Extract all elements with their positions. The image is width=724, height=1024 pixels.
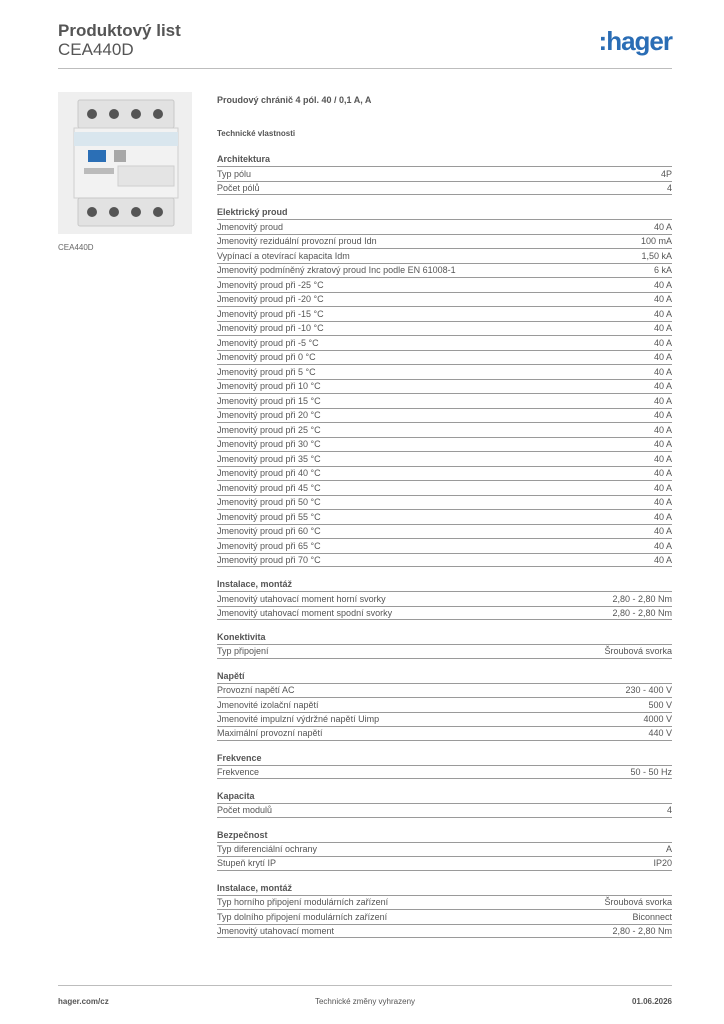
spec-value: A	[665, 844, 672, 855]
spec-label: Jmenovitý proud při 30 °C	[217, 439, 321, 450]
spec-section	[217, 669, 672, 741]
spec-rows	[217, 803, 672, 818]
spec-row	[217, 697, 672, 712]
spec-label: Jmenovitý utahovací moment horní svorky	[217, 593, 386, 604]
spec-value: 40 A	[653, 453, 672, 464]
spec-row	[217, 234, 672, 249]
spec-row	[217, 606, 672, 621]
spec-label: Jmenovitý reziduální provozní proud Idn	[217, 236, 377, 247]
spec-row	[217, 306, 672, 321]
image-caption: CEA440D	[58, 243, 94, 252]
spec-row	[217, 393, 672, 408]
spec-section	[217, 828, 672, 871]
spec-row	[217, 538, 672, 553]
spec-value: 40 A	[653, 395, 672, 406]
spec-row	[217, 495, 672, 510]
spec-row	[217, 166, 672, 181]
spec-value: IP20	[653, 858, 672, 869]
footer-divider	[58, 985, 672, 986]
spec-value: 40 A	[653, 294, 672, 305]
section-title: Architektura	[217, 154, 271, 164]
spec-row	[217, 181, 672, 196]
spec-label: Jmenovitý utahovací moment	[217, 925, 335, 936]
spec-row	[217, 335, 672, 350]
spec-value: 40 A	[653, 352, 672, 363]
specification-content	[217, 93, 672, 948]
section-title: Instalace, montáž	[217, 579, 293, 589]
spec-value: Šroubová svorka	[604, 646, 672, 657]
spec-row	[217, 726, 672, 741]
spec-section	[217, 152, 672, 195]
spec-row	[217, 379, 672, 394]
spec-row	[217, 408, 672, 423]
spec-rows	[217, 683, 672, 741]
spec-value: 50 - 50 Hz	[630, 766, 672, 777]
spec-row	[217, 924, 672, 939]
spec-value: 40 A	[653, 381, 672, 392]
spec-value: 4	[666, 805, 672, 816]
spec-label: Vypínací a otevírací kapacita Idm	[217, 250, 350, 261]
rcd-device-icon	[58, 92, 192, 234]
spec-row	[217, 909, 672, 924]
spec-label: Typ pólu	[217, 168, 252, 179]
footer-disclaimer: Technické změny vyhrazeny	[314, 997, 416, 1006]
spec-section	[217, 577, 672, 620]
spec-section	[217, 751, 672, 780]
spec-row	[217, 712, 672, 727]
spec-rows	[217, 895, 672, 939]
spec-value: 40 A	[653, 424, 672, 435]
spec-row	[217, 451, 672, 466]
spec-value: 40 A	[653, 526, 672, 537]
spec-value: 40 A	[653, 410, 672, 421]
spec-value: 4	[666, 182, 672, 193]
spec-row	[217, 364, 672, 379]
spec-rows	[217, 842, 672, 871]
spec-value: 40 A	[653, 468, 672, 479]
spec-label: Jmenovitý proud při 50 °C	[217, 497, 321, 508]
spec-label: Jmenovitý proud při 5 °C	[217, 366, 316, 377]
spec-label: Jmenovitý proud při 15 °C	[217, 395, 321, 406]
spec-label: Jmenovitý proud při -25 °C	[217, 279, 324, 290]
spec-value: 40 A	[653, 279, 672, 290]
spec-label: Jmenovitý proud při 0 °C	[217, 352, 316, 363]
spec-row	[217, 509, 672, 524]
spec-label: Jmenovitý proud při 25 °C	[217, 424, 321, 435]
spec-label: Jmenovitý proud při -5 °C	[217, 337, 319, 348]
spec-value: 40 A	[653, 323, 672, 334]
page-header	[58, 20, 672, 70]
spec-row	[217, 842, 672, 857]
spec-row	[217, 422, 672, 437]
spec-label: Jmenovitý podmíněný zkratový proud Inc podle EN 61008-1	[217, 265, 456, 276]
spec-section	[217, 630, 672, 659]
spec-label: Typ dolního připojení modulárních zařízení	[217, 911, 388, 922]
spec-row	[217, 803, 672, 818]
spec-row	[217, 644, 672, 659]
spec-value: 40 A	[653, 308, 672, 319]
spec-section	[217, 205, 672, 567]
section-title: Instalace, montáž	[217, 882, 293, 893]
spec-row	[217, 524, 672, 539]
section-title: Konektivita	[217, 632, 266, 642]
spec-row	[217, 321, 672, 336]
spec-value: 40 A	[653, 439, 672, 450]
spec-label: Počet modulů	[217, 805, 273, 816]
spec-label: Jmenovitý proud při 60 °C	[217, 526, 321, 537]
spec-row	[217, 219, 672, 234]
spec-label: Jmenovitý proud při 10 °C	[217, 381, 321, 392]
spec-label: Jmenovité impulzní výdržné napětí Uimp	[217, 714, 380, 725]
hager-logo: :hager	[598, 26, 672, 56]
spec-rows	[217, 644, 672, 659]
spec-value: 40 A	[653, 497, 672, 508]
section-title: Frekvence	[217, 752, 262, 763]
spec-row	[217, 350, 672, 365]
spec-label: Jmenovitý proud při 65 °C	[217, 540, 321, 551]
header-divider	[58, 68, 672, 69]
spec-row	[217, 292, 672, 307]
spec-label: Počet pólů	[217, 182, 260, 193]
spec-row	[217, 263, 672, 278]
spec-label: Jmenovité izolační napětí	[217, 699, 319, 710]
spec-value: 4P	[660, 168, 672, 179]
spec-label: Jmenovitý proud při 45 °C	[217, 482, 321, 493]
spec-row	[217, 765, 672, 780]
spec-row	[217, 466, 672, 481]
spec-label: Jmenovitý proud při -20 °C	[217, 294, 324, 305]
spec-row	[217, 895, 672, 910]
footer-website: hager.com/cz	[58, 997, 109, 1006]
spec-value: 2,80 - 2,80 Nm	[612, 925, 672, 936]
spec-value: 440 V	[648, 728, 672, 739]
spec-row	[217, 591, 672, 606]
spec-label: Jmenovitý proud	[217, 221, 284, 232]
spec-value: 500 V	[648, 699, 672, 710]
product-code: CEA440D	[58, 40, 134, 59]
spec-label: Jmenovitý proud při 40 °C	[217, 468, 321, 479]
spec-row	[217, 480, 672, 495]
spec-label: Jmenovitý proud při -10 °C	[217, 323, 324, 334]
spec-rows	[217, 219, 672, 567]
product-image	[58, 92, 192, 234]
spec-value: 2,80 - 2,80 Nm	[612, 593, 672, 604]
section-title: Napětí	[217, 670, 245, 681]
spec-label: Jmenovitý proud při 70 °C	[217, 554, 321, 565]
page-title: Produktový list	[58, 21, 181, 40]
spec-section	[217, 881, 672, 939]
spec-section	[217, 789, 672, 818]
spec-value: 2,80 - 2,80 Nm	[612, 607, 672, 618]
spec-label: Stupeň krytí IP	[217, 858, 277, 869]
spec-label: Typ horního připojení modulárních zařízení	[217, 897, 389, 908]
section-title: Kapacita	[217, 791, 255, 801]
spec-label: Jmenovitý proud při -15 °C	[217, 308, 324, 319]
spec-value: 1,50 kA	[641, 250, 672, 261]
spec-row	[217, 277, 672, 292]
spec-label: Jmenovitý proud při 55 °C	[217, 511, 321, 522]
spec-value: Biconnect	[632, 911, 672, 922]
spec-value: 40 A	[653, 554, 672, 565]
spec-label: Jmenovitý proud při 35 °C	[217, 453, 321, 464]
spec-label: Maximální provozní napětí	[217, 728, 323, 739]
footer-date: 01.06.2026	[631, 997, 672, 1006]
spec-row	[217, 248, 672, 263]
spec-label: Provozní napětí AC	[217, 685, 295, 696]
spec-label: Jmenovitý proud při 20 °C	[217, 410, 321, 421]
spec-rows	[217, 765, 672, 780]
spec-value: 40 A	[653, 337, 672, 348]
spec-label: Typ připojení	[217, 646, 269, 657]
spec-value: 40 A	[653, 366, 672, 377]
spec-row	[217, 437, 672, 452]
product-name: Proudový chránič 4 pól. 40 / 0,1 A, A	[217, 95, 372, 105]
spec-rows	[217, 166, 672, 195]
spec-row	[217, 553, 672, 568]
section-title: Bezpečnost	[217, 829, 268, 840]
tech-properties-heading: Technické vlastnosti	[217, 129, 296, 138]
spec-value: 100 mA	[640, 236, 672, 247]
spec-value: 40 A	[653, 511, 672, 522]
spec-label: Frekvence	[217, 766, 260, 777]
spec-value: Šroubová svorka	[604, 897, 672, 908]
spec-value: 40 A	[653, 221, 672, 232]
spec-label: Typ diferenciální ochrany	[217, 844, 318, 855]
spec-row	[217, 683, 672, 698]
spec-rows	[217, 591, 672, 620]
spec-label: Jmenovitý utahovací moment spodní svorky	[217, 607, 393, 618]
section-title: Elektrický proud	[217, 207, 288, 217]
spec-value: 6 kA	[653, 265, 672, 276]
page-footer	[58, 993, 672, 1007]
spec-value: 230 - 400 V	[625, 685, 672, 696]
spec-value: 4000 V	[643, 714, 672, 725]
spec-value: 40 A	[653, 482, 672, 493]
spec-row	[217, 856, 672, 871]
spec-sections	[217, 152, 672, 938]
spec-value: 40 A	[653, 540, 672, 551]
